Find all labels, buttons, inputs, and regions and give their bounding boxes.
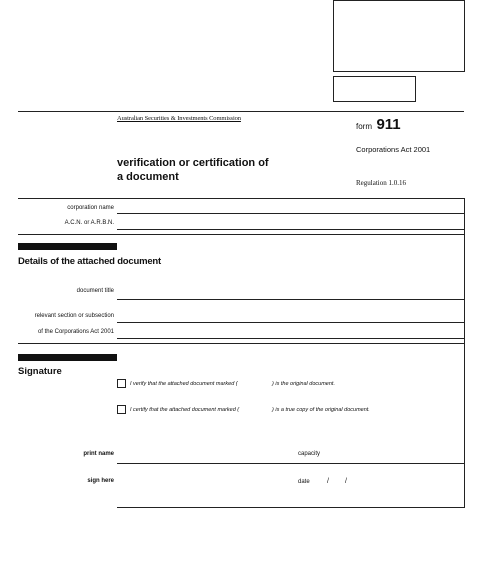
form-frame-right <box>464 198 465 508</box>
regulation: Regulation 1.0.16 <box>356 179 406 187</box>
form-prefix: form <box>356 122 372 131</box>
acn-line[interactable] <box>117 229 464 230</box>
document-number-box <box>333 76 416 102</box>
certify-statement: I certify that the attached document marked ( <box>130 407 240 413</box>
form-number <box>356 116 401 134</box>
corporations-act-line[interactable] <box>117 338 464 339</box>
print-name-label: print name <box>83 451 114 457</box>
certify-statement-end: ) is a true copy of the original document. <box>272 407 370 413</box>
details-section-bottom <box>18 343 464 344</box>
acn-label: A.C.N. or A.R.B.N. <box>64 220 114 226</box>
details-heading: Details of the attached document <box>18 256 161 267</box>
date-separator-1: / <box>327 478 329 485</box>
signature-heading: Signature <box>18 366 62 377</box>
details-heading-bar <box>18 243 117 250</box>
form-frame-top <box>18 198 464 199</box>
certify-checkbox[interactable] <box>117 405 126 414</box>
signature-heading-bar <box>18 354 117 361</box>
print-name-line[interactable] <box>117 463 464 464</box>
verify-checkbox[interactable] <box>117 379 126 388</box>
corporation-name-label: corporation name <box>67 205 114 211</box>
act-name: Corporations Act 2001 <box>356 145 431 154</box>
page-title-line-2: a document <box>117 171 179 183</box>
header-rule <box>18 111 464 112</box>
relevant-section-label: relevant section or subsection <box>34 313 114 319</box>
date-label: date <box>298 479 310 485</box>
verify-statement: I verify that the attached document marked ( <box>130 381 238 387</box>
form-number-value: 911 <box>376 116 401 133</box>
agency-name: Australian Securities & Investments Commission <box>117 115 241 122</box>
page-title-line-1: verification or certification of <box>117 157 269 169</box>
corporations-act-label: of the Corporations Act 2001 <box>37 329 114 335</box>
office-use-box <box>333 0 465 72</box>
verify-statement-end: ) is the original document. <box>272 381 335 387</box>
relevant-section-line[interactable] <box>117 322 464 323</box>
sign-here-label: sign here <box>87 478 114 484</box>
document-title-line[interactable] <box>117 299 464 300</box>
capacity-label: capacity <box>298 451 321 457</box>
corporation-section-bottom <box>18 234 464 235</box>
corporation-name-line[interactable] <box>117 213 464 214</box>
signature-bottom-rule <box>117 507 464 508</box>
document-title-label: document title <box>76 288 114 294</box>
date-separator-2: / <box>345 478 347 485</box>
